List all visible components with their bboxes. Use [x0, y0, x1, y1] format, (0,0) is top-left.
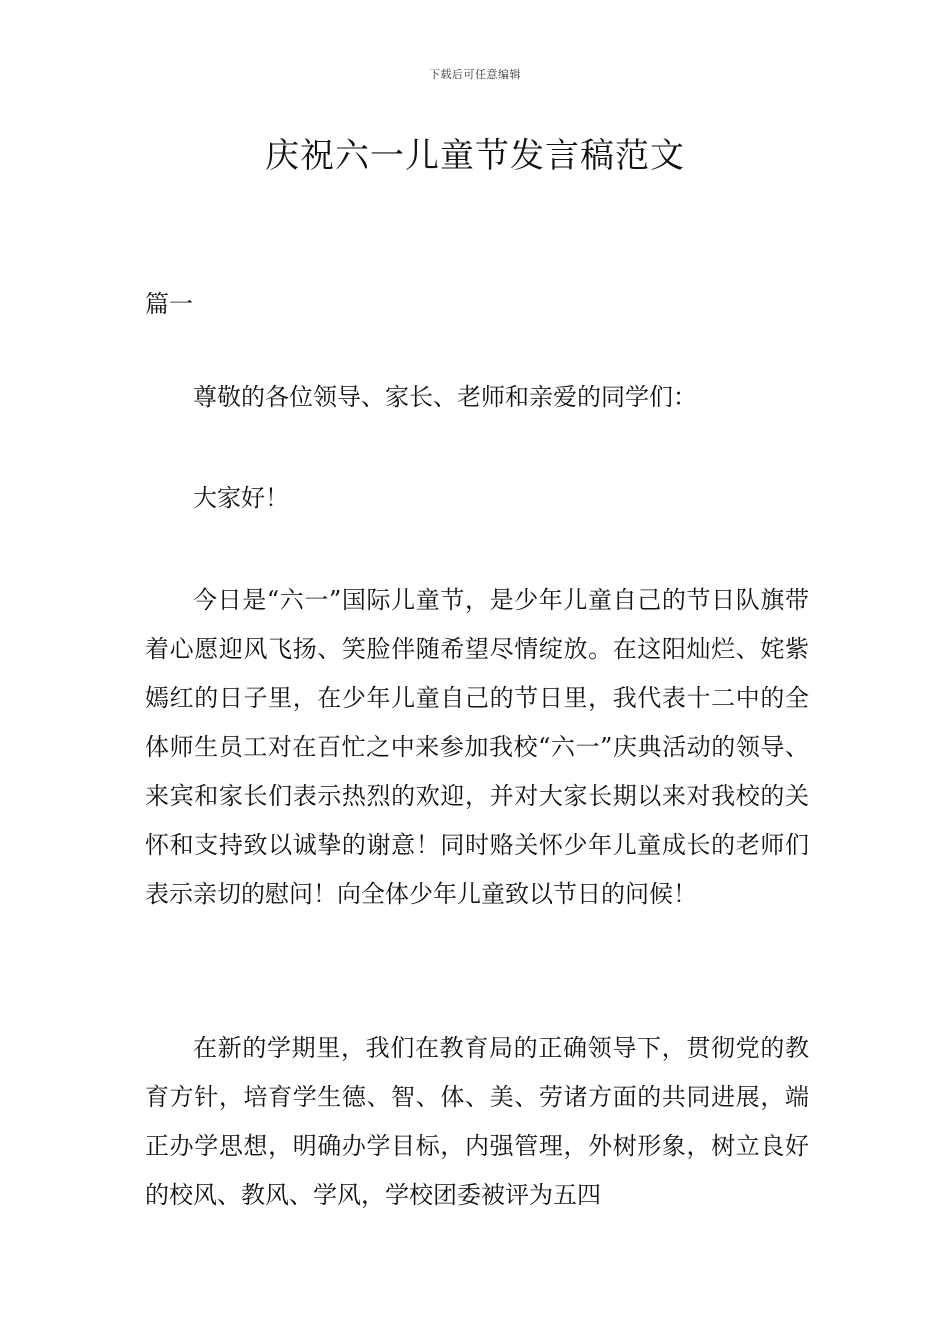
- document-title: 庆祝六一儿童节发言稿范文: [265, 136, 685, 176]
- body-paragraph: 在新的学期里，我们在教育局的正确领导下，贯彻党的教育方针，培育学生德、智、体、美、劳诸方面的共同进展，端正办学思想，明确办学目标，内强管理，外树形象，树立良好的校风、教风、学风，学校团委被评为五四: [145, 1034, 809, 1209]
- greeting-paragraph: 尊敬的各位领导、家长、老师和亲爱的同学们：: [193, 383, 697, 411]
- section-label: 篇一: [145, 290, 193, 318]
- body-paragraph: 今日是“六一”国际儿童节，是少年儿童自己的节日队旗带着心愿迎风飞扬、笑脸伴随希望尽情绽放。在这阳灿烂、姹紫嫣红的日子里，在少年儿童自己的节日里，我代表十二中的全体师生员工对在百忙之中来参加我校“六一”庆典活动的领导、来宾和家长们表示热烈的欢迎，并对大家长期以来对我校的关怀和支持致以诚挚的谢意！同时赂关怀少年儿童成长的老师们表示亲切的慰问！向全体少年儿童致以节日的问候！: [145, 586, 809, 908]
- header-note: 下载后可任意编辑: [429, 68, 521, 81]
- hello-paragraph: 大家好！: [193, 484, 289, 512]
